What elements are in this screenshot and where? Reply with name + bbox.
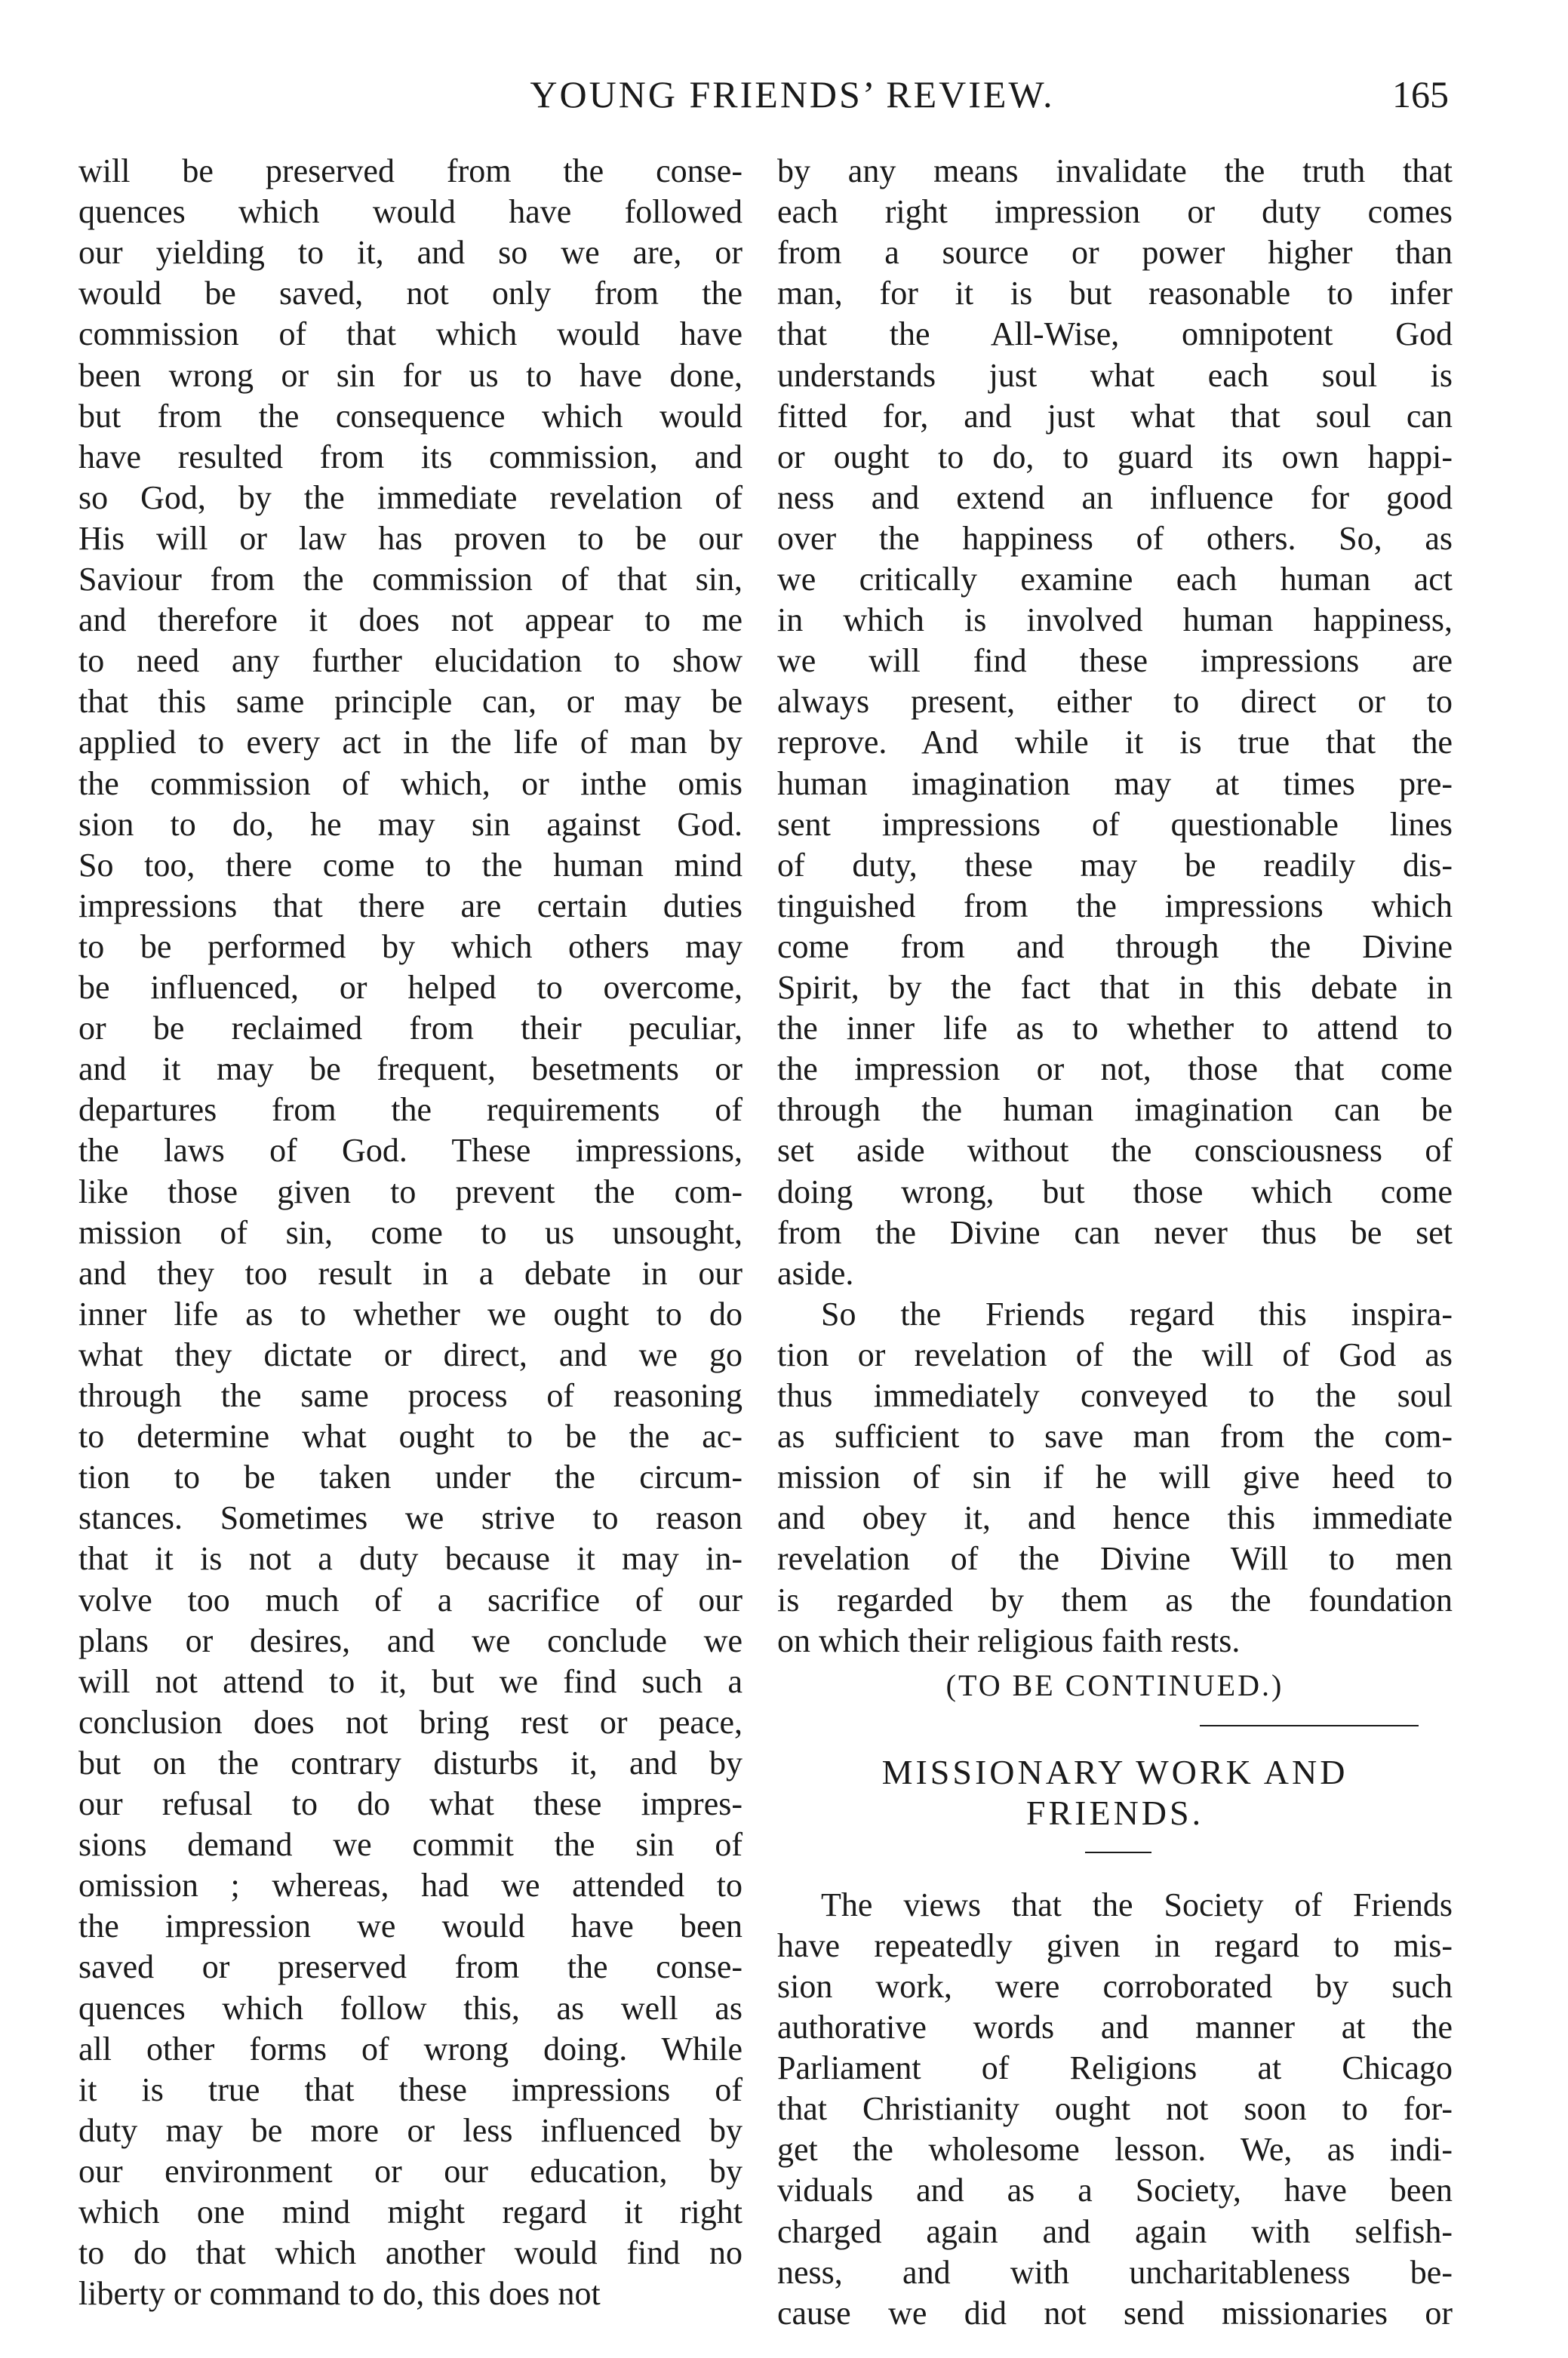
text-line: conclusion does not bring rest or peace,: [78, 1703, 742, 1741]
text-line: applied to every act in the life of man by: [78, 724, 742, 761]
text-line: cause we did not send missionaries or: [777, 2294, 1453, 2332]
text-line: so God, by the immediate revelation of: [78, 478, 742, 516]
text-line: tion or revelation of the will of God as: [777, 1336, 1453, 1373]
text-line: tion to be taken under the circum-: [78, 1459, 742, 1496]
text-line: The views that the Society of Friends: [821, 1886, 1453, 1923]
text-line: set aside without the consciousness of: [777, 1132, 1453, 1170]
text-line: Parliament of Religions at Chicago: [777, 2049, 1453, 2087]
text-line: our refusal to do what these impres-: [78, 1785, 742, 1822]
text-line: understands just what each soul is: [777, 356, 1453, 394]
text-line: our environment or our education, by: [78, 2152, 742, 2190]
text-line: we will find these impressions are: [777, 642, 1453, 680]
text-line: to determine what ought to be the ac-: [78, 1418, 742, 1456]
text-line: sion work, were corroborated by such: [777, 1967, 1453, 2005]
text-line: mission of sin, come to us unsought,: [78, 1213, 742, 1251]
text-line: doing wrong, but those which come: [777, 1173, 1453, 1210]
text-line: quences which follow this, as well as: [78, 1989, 742, 2027]
running-header: YOUNG FRIENDS’ REVIEW.: [530, 73, 1055, 115]
text-line: the laws of God. These impressions,: [78, 1132, 742, 1170]
text-line: over the happiness of others. So, as: [777, 519, 1453, 557]
text-line: ness and extend an influence for good: [777, 478, 1453, 516]
to-be-continued-note: (TO BE CONTINUED.): [945, 1668, 1284, 1702]
text-line: revelation of the Divine Will to men: [777, 1540, 1453, 1578]
text-line: is regarded by them as the foundation: [777, 1581, 1453, 1619]
text-line: have resulted from its commission, and: [78, 438, 742, 475]
text-line: and obey it, and hence this immediate: [777, 1499, 1453, 1537]
text-line: it is true that these impressions of: [78, 2071, 742, 2108]
text-line: from a source or power higher than: [777, 234, 1453, 272]
text-line: always present, either to direct or to: [777, 683, 1453, 721]
text-line: through the human imagination can be: [777, 1091, 1453, 1129]
text-line: volve too much of a sacrifice of our: [78, 1581, 742, 1619]
text-line: thus immediately conveyed to the soul: [777, 1377, 1453, 1414]
text-line: by any means invalidate the truth that: [777, 152, 1453, 189]
text-line: the inner life as to whether to attend to: [777, 1010, 1453, 1047]
text-line: or ought to do, to guard its own happi-: [777, 438, 1453, 475]
text-line: that Christianity ought not soon to for-: [777, 2090, 1453, 2128]
text-line: like those given to prevent the com-: [78, 1173, 742, 1210]
text-line: through the same process of reasoning: [78, 1377, 742, 1414]
text-line: come from and through the Divine: [777, 927, 1453, 965]
text-line: tinguished from the impressions which: [777, 887, 1453, 924]
text-line: His will or law has proven to be our: [78, 519, 742, 557]
text-line: that this same principle can, or may be: [78, 683, 742, 721]
section-divider: [1200, 1725, 1419, 1726]
text-line: the impression or not, those that come: [777, 1050, 1453, 1088]
text-line: aside.: [777, 1254, 854, 1292]
title-rule: [1085, 1852, 1151, 1853]
text-line: commission of that which would have: [78, 315, 742, 353]
text-line: that it is not a duty because it may in-: [78, 1540, 742, 1578]
text-line: that the All-Wise, omnipotent God: [777, 315, 1453, 353]
text-line: have repeatedly given in regard to mis-: [777, 1926, 1453, 1964]
text-line: we critically examine each human act: [777, 561, 1453, 598]
text-line: Spirit, by the fact that in this debate in: [777, 969, 1453, 1006]
text-line: ness, and with uncharitableness be-: [777, 2253, 1453, 2291]
page-number: 165: [1392, 73, 1449, 115]
text-line: each right impression or duty comes: [777, 193, 1453, 231]
text-line: but on the contrary disturbs it, and by: [78, 1744, 742, 1782]
text-line: mission of sin if he will give heed to: [777, 1459, 1453, 1496]
text-line: fitted for, and just what that soul can: [777, 397, 1453, 435]
text-line: to need any further elucidation to show: [78, 642, 742, 680]
text-line: as sufficient to save man from the com-: [777, 1418, 1453, 1456]
text-line: So the Friends regard this inspira-: [821, 1295, 1453, 1333]
text-line: human imagination may at times pre-: [777, 764, 1453, 802]
text-line: be influenced, or helped to overcome,: [78, 969, 742, 1006]
text-line: charged again and again with selfish-: [777, 2212, 1453, 2250]
text-line: So too, there come to the human mind: [78, 846, 742, 884]
text-line: get the wholesome lesson. We, as indi-: [777, 2131, 1453, 2169]
text-line: and it may be frequent, besetments or: [78, 1050, 742, 1088]
text-line: departures from the requirements of: [78, 1091, 742, 1129]
text-line: our yielding to it, and so we are, or: [78, 234, 742, 272]
text-line: all other forms of wrong doing. While: [78, 2030, 742, 2067]
text-line: would be saved, not only from the: [78, 275, 742, 312]
text-line: reprove. And while it is true that the: [777, 724, 1453, 761]
text-line: Saviour from the commission of that sin,: [78, 561, 742, 598]
text-line: stances. Sometimes we strive to reason: [78, 1499, 742, 1537]
text-line: but from the consequence which would: [78, 397, 742, 435]
text-line: and therefore it does not appear to me: [78, 601, 742, 639]
text-line: impressions that there are certain duties: [78, 887, 742, 924]
text-line: or be reclaimed from their peculiar,: [78, 1010, 742, 1047]
text-line: liberty or command to do, this does not: [78, 2275, 601, 2313]
text-line: man, for it is but reasonable to infer: [777, 275, 1453, 312]
text-line: in which is involved human happiness,: [777, 601, 1453, 639]
text-line: to do that which another would find no: [78, 2234, 742, 2272]
section-title: MISSIONARY WORK AND: [881, 1752, 1348, 1791]
text-line: sion to do, he may sin against God.: [78, 805, 742, 843]
text-line: quences which would have followed: [78, 193, 742, 231]
text-line: the impression we would have been: [78, 1908, 742, 1945]
text-line: will not attend to it, but we find such a: [78, 1662, 742, 1700]
text-line: on which their religious faith rests.: [777, 1622, 1241, 1659]
text-line: from the Divine can never thus be set: [777, 1213, 1453, 1251]
text-line: inner life as to whether we ought to do: [78, 1295, 742, 1333]
text-line: viduals and as a Society, have been: [777, 2172, 1453, 2209]
text-line: authorative words and manner at the: [777, 2009, 1453, 2046]
text-line: which one mind might regard it right: [78, 2194, 742, 2230]
text-line: sions demand we commit the sin of: [78, 1826, 742, 1864]
text-line: been wrong or sin for us to have done,: [78, 356, 742, 394]
text-line: duty may be more or less influenced by: [78, 2111, 742, 2149]
text-line: will be preserved from the conse-: [78, 152, 742, 189]
text-line: saved or preserved from the conse-: [78, 1948, 742, 1986]
text-line: omission ; whereas, had we attended to: [78, 1867, 742, 1905]
section-title-continued: FRIENDS.: [1025, 1793, 1204, 1832]
text-line: of duty, these may be readily dis-: [777, 846, 1453, 884]
text-line: and they too result in a debate in our: [78, 1254, 742, 1292]
text-line: what they dictate or direct, and we go: [78, 1336, 742, 1373]
text-line: plans or desires, and we conclude we: [78, 1622, 742, 1659]
text-line: to be performed by which others may: [78, 927, 742, 965]
text-line: sent impressions of questionable lines: [777, 805, 1453, 843]
text-line: the commission of which, or inthe omis: [78, 764, 742, 802]
